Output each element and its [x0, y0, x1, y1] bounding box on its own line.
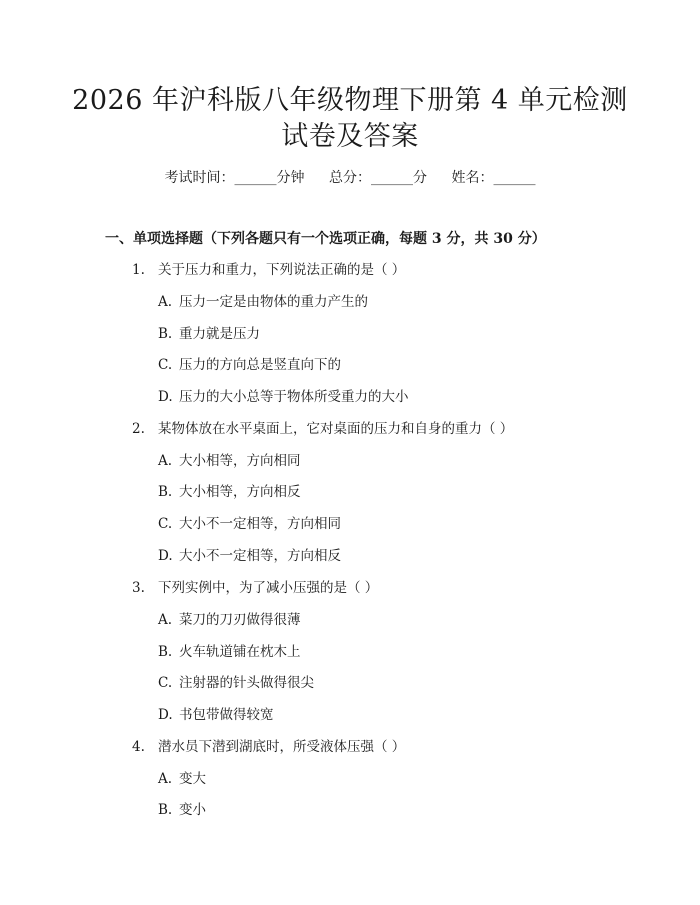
option-text: 注射器的针头做得很尖 — [179, 675, 314, 691]
question-text: 下列实例中，为了减小压强的是（ ） — [158, 580, 379, 596]
section-heading: 一、单项选择题（下列各题只有一个选项正确，每题 3 分，共 30 分） — [105, 231, 546, 247]
option-text: 变小 — [179, 802, 206, 818]
question-text: 关于压力和重力，下列说法正确的是（ ） — [158, 262, 406, 278]
option-letter: B. — [158, 802, 173, 818]
page-title-continued: 试卷及答案 — [281, 121, 419, 152]
name-field — [451, 170, 535, 186]
option-letter: A. — [158, 453, 173, 469]
option-letter: B. — [158, 326, 173, 342]
exam-time-field — [165, 170, 305, 186]
name-blank: ______ — [493, 170, 536, 186]
option-text: 重力就是压力 — [179, 326, 260, 342]
exam-time-label: 考试时间： — [164, 170, 235, 186]
option-text: 书包带做得较宽 — [179, 707, 274, 723]
question-number: 4. — [132, 739, 145, 755]
total-score-blank: ______分 — [371, 170, 427, 186]
option-text: 变大 — [179, 771, 206, 787]
option-letter: D. — [158, 548, 173, 564]
question-number: 1. — [132, 262, 145, 278]
option-letter: C. — [158, 516, 173, 532]
option-letter: C. — [158, 675, 173, 691]
option-text: 大小相等，方向相反 — [179, 484, 301, 500]
option-text: 压力一定是由物体的重力产生的 — [179, 294, 368, 310]
option-text: 大小相等，方向相同 — [179, 453, 301, 469]
option-letter: D. — [158, 707, 173, 723]
option-text: 压力的大小总等于物体所受重力的大小 — [179, 389, 409, 405]
option-text: 菜刀的刀刃做得很薄 — [179, 612, 301, 628]
option-text: 大小不一定相等，方向相反 — [179, 548, 341, 564]
question-text: 某物体放在水平桌面上，它对桌面的压力和自身的重力（ ） — [158, 421, 514, 437]
option-letter: A. — [158, 612, 173, 628]
option-letter: C. — [158, 357, 173, 373]
question-text: 潜水员下潜到湖底时，所受液体压强（ ） — [158, 739, 406, 755]
total-score-field — [329, 170, 427, 186]
option-letter: D. — [158, 389, 173, 405]
exam-info-line — [0, 168, 700, 188]
option-letter: B. — [158, 484, 173, 500]
page-title: 2026 年沪科版八年级物理下册第 4 单元检测 — [72, 85, 628, 116]
option-text: 压力的方向总是竖直向下的 — [179, 357, 341, 373]
option-letter: A. — [158, 294, 173, 310]
option-letter: B. — [158, 644, 173, 660]
option-text: 大小不一定相等，方向相同 — [179, 516, 341, 532]
option-text: 火车轨道铺在枕木上 — [179, 644, 301, 660]
question-number: 2. — [132, 421, 145, 437]
total-score-label: 总分： — [329, 170, 371, 186]
exam-time-blank: ______分钟 — [234, 170, 305, 186]
name-label: 姓名： — [451, 170, 494, 186]
question-number: 3. — [132, 580, 145, 596]
option-letter: A. — [158, 771, 173, 787]
